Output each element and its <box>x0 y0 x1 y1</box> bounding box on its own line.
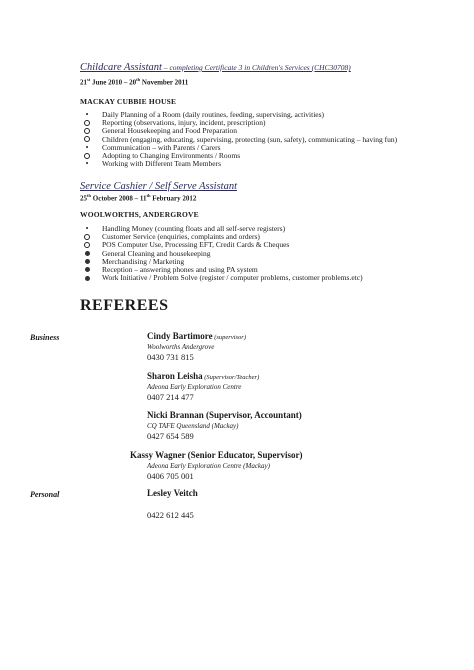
job-dates-cashier <box>80 193 196 202</box>
employer-name: WOOLWORTHS, ANDERGROVE <box>80 210 199 219</box>
referee-name-text: Cindy Bartimore <box>147 331 213 341</box>
referee-phone: 0407 214 477 <box>147 392 194 402</box>
date-range-middle: June 2010 – 20 <box>90 78 137 87</box>
bullet-disc-icon <box>82 266 92 274</box>
job-title-text: Childcare Assistant <box>80 62 162 73</box>
duty-text: Adopting to Changing Environments / Rooms <box>102 150 241 160</box>
referee-phone: 0422 612 445 <box>147 510 194 520</box>
duty-text: Daily Planning of a Room (daily routines, feeding, supervising, activities) <box>102 110 325 119</box>
job-dates-childcare <box>80 77 188 86</box>
referee-name-text: Nicki Brannan (Supervisor, Accountant) <box>147 410 302 420</box>
referee-org: Adeona Early Exploration Centre <box>147 383 242 391</box>
referee-name-text: Sharon Leisha <box>147 371 203 381</box>
duty-text: Children (engaging, educating, supervising, protecting (sun, safety), communicating – having fun) <box>102 134 398 144</box>
referee-name <box>147 371 259 381</box>
bullet-dot-icon <box>82 144 92 152</box>
duty-text: Handling Money (counting floats and all self-serve registers) <box>102 224 286 233</box>
bullet-ring-icon <box>82 241 92 249</box>
bullet-disc-icon <box>82 250 92 258</box>
referee-name <box>147 410 302 420</box>
referee-name <box>130 450 302 460</box>
referee-phone: 0406 705 001 <box>147 471 194 481</box>
date-start-ordinal: st <box>87 77 91 82</box>
duty-text: Reception – answering phones and using PA system <box>102 264 258 274</box>
duty-text: Customer Service (enquiries, complaints and orders) <box>102 232 260 242</box>
referee-role: (Supervisor/Teacher) <box>202 374 260 381</box>
referee-name <box>147 331 246 341</box>
date-end-rest: February 2012 <box>150 194 197 203</box>
job-title-childcare <box>80 62 351 73</box>
bullet-disc-icon <box>82 274 92 282</box>
referee-org: CQ TAFE Queensland (Mackay) <box>147 422 239 430</box>
duty-text: Merchandising / Marketing <box>102 256 185 266</box>
duties-list <box>82 225 363 282</box>
duty-text: Reporting (observations, injury, incident, prescription) <box>102 118 266 128</box>
list-item <box>82 160 397 168</box>
duties-list <box>82 111 397 168</box>
job-title-cashier: Service Cashier / Self Serve Assistant <box>80 181 237 192</box>
referee-org: Adeona Early Exploration Centre (Mackay) <box>147 462 270 470</box>
duty-text: Work Initiative / Problem Solve (register / computer problems, customer problems.etc) <box>102 273 363 283</box>
employer-name: MACKAY CUBBIE HOUSE <box>80 97 177 106</box>
date-range-middle: October 2008 – 11 <box>91 194 147 203</box>
date-end-ordinal: th <box>136 77 141 82</box>
date-start-ordinal: th <box>87 193 92 198</box>
referee-name: Lesley Veitch <box>147 488 198 498</box>
business-label: Business <box>30 333 60 342</box>
bullet-dot-icon <box>82 160 92 168</box>
duty-text: General Housekeeping and Food Preparation <box>102 126 237 136</box>
duty-text: General Cleaning and housekeeping <box>102 248 211 258</box>
referee-role: (supervisor) <box>212 334 246 341</box>
bullet-ring-icon <box>82 233 92 241</box>
referee-name-text: Kassy Wagner (Senior Educator, Supervisor) <box>130 450 303 460</box>
date-end-ordinal: th <box>146 193 151 198</box>
referees-heading: REFEREES <box>80 297 169 314</box>
bullet-disc-icon <box>82 258 92 266</box>
date-start-day: 25 <box>80 194 87 203</box>
bullet-ring-icon <box>82 119 92 127</box>
bullet-dot-icon <box>82 225 92 233</box>
referee-org: Woolworths Andergrove <box>147 343 215 351</box>
job-title-suffix: – completing Certificate 3 in Children's Services (CHC30708) <box>161 63 351 72</box>
date-end-rest: November 2011 <box>140 78 189 87</box>
referee-phone: 0430 731 815 <box>147 352 194 362</box>
personal-label: Personal <box>30 490 60 499</box>
duty-text: Working with Different Team Members <box>102 159 221 169</box>
list-item <box>82 274 363 282</box>
duty-text: POS Computer Use, Processing EFT, Credit Cards & Cheques <box>102 240 290 250</box>
duty-text: Communication – with Parents / Carers <box>102 142 221 152</box>
bullet-dot-icon <box>82 111 92 119</box>
bullet-ring-icon <box>82 127 92 135</box>
referee-phone: 0427 654 589 <box>147 431 194 441</box>
date-start-day: 21 <box>80 78 87 87</box>
